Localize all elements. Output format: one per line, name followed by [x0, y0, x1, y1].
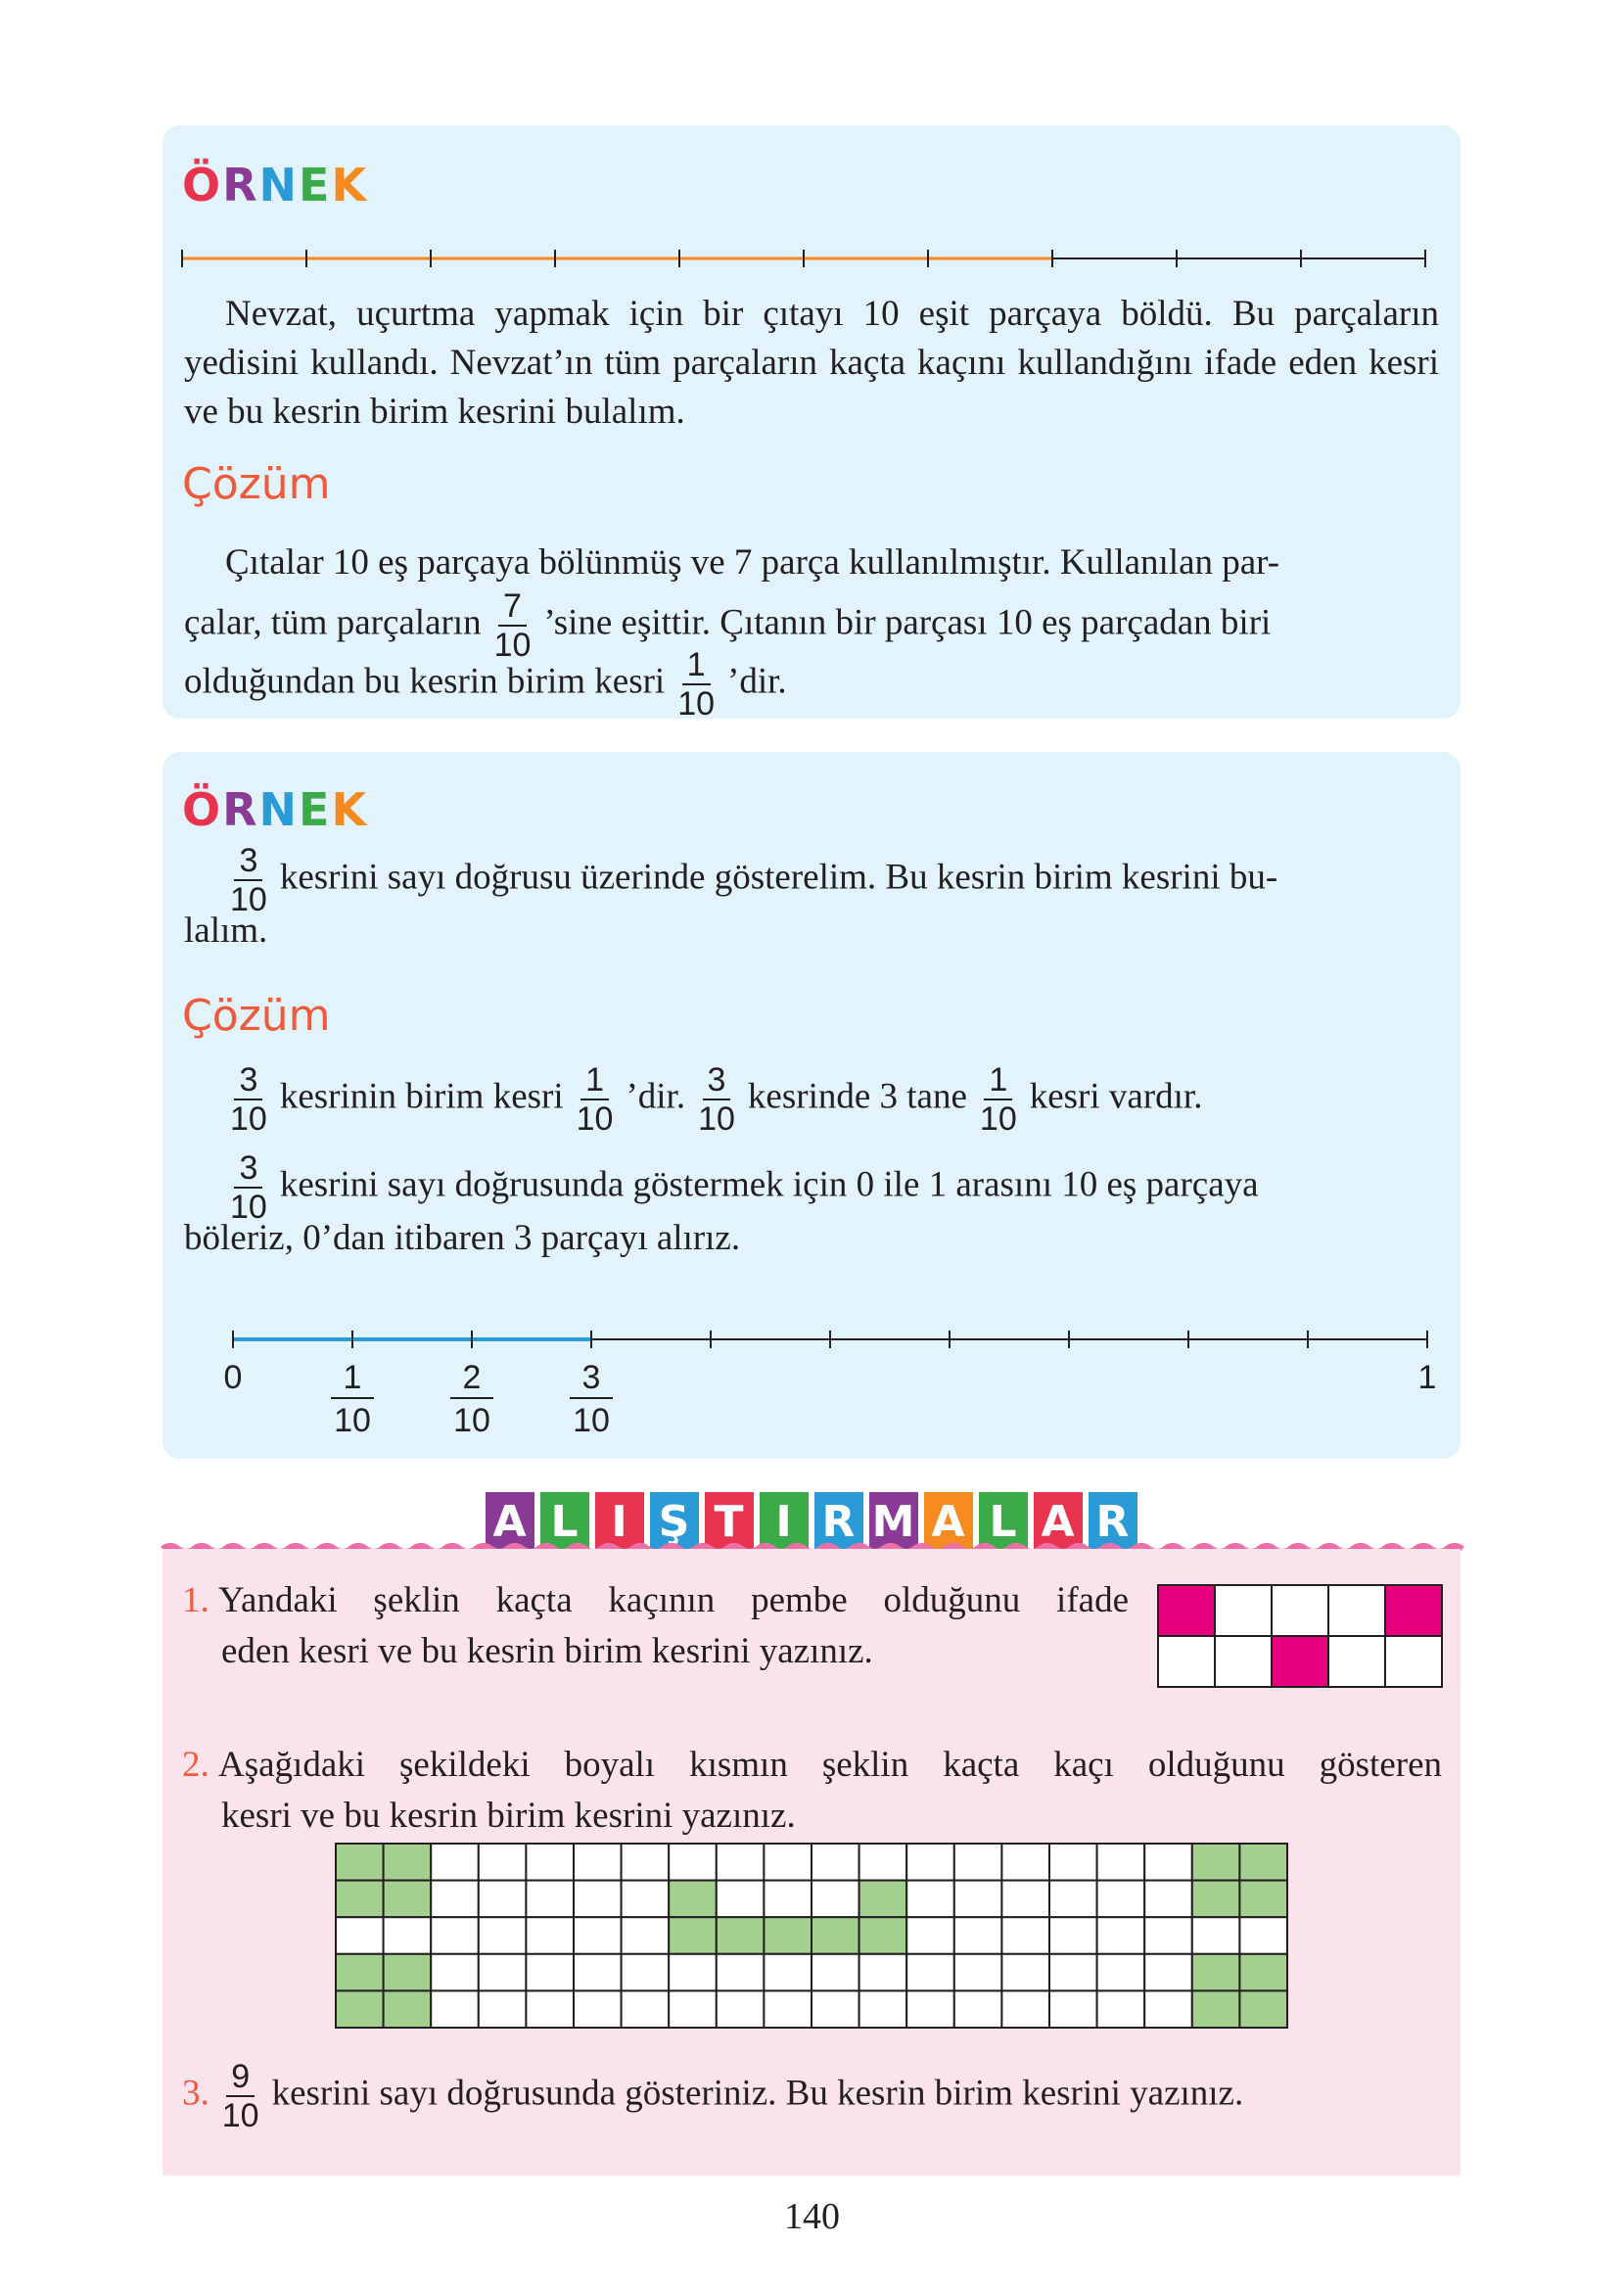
text: kesrini sayı doğrusunda gösteriniz. Bu kesrin birim kesrini yazınız. — [271, 2073, 1244, 2114]
number-line-label-numerator: 3 — [581, 1359, 601, 1396]
numerator: 1 — [984, 1061, 1012, 1100]
exercise-number: 1. — [182, 1580, 209, 1620]
grid-cell — [1385, 1585, 1442, 1636]
grid-cell — [336, 1990, 384, 2028]
title-letter-tile: I — [758, 1490, 811, 1553]
grid-cell — [764, 1844, 812, 1881]
grid-cell — [1215, 1585, 1272, 1636]
exercises-box — [162, 1549, 1461, 2175]
grid-cell — [764, 1990, 812, 2028]
grid-cell — [1328, 1585, 1385, 1636]
grid-cell — [622, 1954, 670, 1991]
numerator: 1 — [580, 1061, 609, 1100]
grid-cell — [859, 1844, 907, 1881]
grid-cell — [526, 1844, 574, 1881]
number-line-label-numerator: 2 — [462, 1359, 482, 1396]
solution-line-1: Çıtalar 10 eş parçaya bölünmüş ve 7 parça kullanılmıştır. Kullanılan par- — [225, 542, 1280, 583]
grid-cell — [717, 1844, 765, 1881]
grid-cell — [1239, 1844, 1287, 1881]
heading-letter: N — [258, 159, 300, 211]
grid-cell — [336, 1917, 384, 1954]
grid-cell — [384, 1954, 432, 1991]
grid-cell — [1144, 1881, 1192, 1918]
grid-cell — [431, 1954, 479, 1991]
denominator: 10 — [576, 1100, 614, 1138]
grid-cell — [906, 1881, 954, 1918]
grid-cell — [812, 1917, 859, 1954]
grid-cell — [906, 1917, 954, 1954]
exercise-2 — [182, 1741, 1442, 1790]
heading-letter: E — [299, 159, 332, 211]
numerator: 9 — [226, 2058, 255, 2097]
exercise-1-grid — [1157, 1584, 1445, 1690]
grid-cell — [622, 1844, 670, 1881]
fraction — [225, 1061, 272, 1138]
page-number: 140 — [784, 2196, 840, 2237]
grid-cell — [1158, 1636, 1215, 1687]
grid-cell — [954, 1844, 1002, 1881]
denominator: 10 — [230, 1100, 267, 1138]
grid-cell — [574, 1881, 622, 1918]
text: kesrini sayı doğrusunda göstermek için 0 ile 1 arasını 10 eş parçaya — [279, 1164, 1259, 1205]
exercise-2-grid — [335, 1843, 1294, 2031]
grid-cell — [384, 1881, 432, 1918]
grid-cell — [1049, 1990, 1097, 2028]
grid-cell — [479, 1954, 527, 1991]
grid-cell — [526, 1917, 574, 1954]
grid-cell — [859, 1917, 907, 1954]
grid-cell — [1144, 1844, 1192, 1881]
example-heading — [182, 159, 369, 211]
stick-diagram — [182, 243, 1445, 272]
fraction-1-10 — [673, 646, 719, 723]
heading-letter: R — [222, 159, 259, 211]
grid-cell — [1192, 1917, 1240, 1954]
grid-cell — [764, 1881, 812, 1918]
grid-cell — [954, 1917, 1002, 1954]
text: olduğundan bu kesrin birim kesri — [184, 661, 666, 702]
grid-cell — [1192, 1844, 1240, 1881]
grid-cell — [1049, 1917, 1097, 1954]
grid-cell — [574, 1844, 622, 1881]
number-line-label-denominator: 10 — [453, 1402, 490, 1439]
grid-cell — [812, 1881, 859, 1918]
title-letter-tile: A — [922, 1490, 975, 1553]
grid-cell — [1144, 1917, 1192, 1954]
text: Aşağıdaki şekildeki boyalı kısmın şeklin kaçta kaçı olduğunu gösteren — [218, 1745, 1442, 1785]
grid-cell — [479, 1917, 527, 1954]
grid-cell — [1239, 1881, 1287, 1918]
grid-cell — [336, 1881, 384, 1918]
grid-cell — [717, 1917, 765, 1954]
title-letter-tile: T — [703, 1490, 756, 1553]
denominator: 10 — [221, 2097, 259, 2134]
grid-cell — [1097, 1917, 1145, 1954]
grid-cell — [669, 1954, 717, 1991]
solution-line-3 — [184, 646, 787, 723]
solution-title: Çözüm — [182, 459, 331, 509]
heading-letter: Ö — [182, 159, 223, 211]
grid-cell — [622, 1990, 670, 2028]
example-2-problem-line-2: lalım. — [184, 911, 268, 951]
heading-letter: N — [258, 783, 300, 836]
heading-letter: E — [299, 783, 332, 836]
grid-cell — [669, 1844, 717, 1881]
example-2-problem-line-1 — [225, 842, 1277, 918]
grid-cell — [1049, 1954, 1097, 1991]
grid-cell — [954, 1954, 1002, 1991]
grid-cell — [1001, 1990, 1049, 2028]
grid-cell — [812, 1954, 859, 1991]
grid-cell — [1001, 1954, 1049, 1991]
grid-cell — [1239, 1917, 1287, 1954]
grid-cell — [1097, 1954, 1145, 1991]
number-line-label-numerator: 1 — [343, 1359, 362, 1396]
number-line-label-0: 0 — [223, 1359, 243, 1396]
grid-cell — [1328, 1636, 1385, 1687]
title-letter-tile: A — [484, 1490, 536, 1553]
solution-title: Çözüm — [182, 991, 331, 1041]
grid-cell — [1272, 1636, 1328, 1687]
grid-cell — [954, 1881, 1002, 1918]
denominator: 10 — [493, 627, 532, 664]
denominator: 10 — [677, 685, 716, 723]
grid-cell — [1097, 1990, 1145, 2028]
grid-cell — [574, 1917, 622, 1954]
grid-cell — [1144, 1954, 1192, 1991]
grid-cell — [906, 1844, 954, 1881]
grid-cell — [1097, 1881, 1145, 1918]
grid-cell — [431, 1844, 479, 1881]
grid-cell — [479, 1881, 527, 1918]
grid-cell — [526, 1954, 574, 1991]
grid-cell — [1001, 1917, 1049, 1954]
grid-cell — [906, 1990, 954, 2028]
text: ’sine eşittir. Çıtanın bir parçası 10 eş parçadan biri — [543, 602, 1272, 643]
example-box-1 — [162, 125, 1461, 723]
grid-cell — [1049, 1844, 1097, 1881]
title-letter-tile: Ş — [648, 1490, 701, 1553]
solution-line-3: böleriz, 0’dan itibaren 3 parçayı alırız. — [184, 1218, 741, 1258]
heading-letter: K — [331, 783, 369, 836]
grid-cell — [622, 1881, 670, 1918]
numerator: 1 — [682, 646, 711, 685]
exercise-1 — [182, 1576, 1129, 1625]
example-box-2 — [162, 752, 1461, 1459]
text: kesrini sayı doğrusu üzerinde gösterelim. Bu kesrin birim kesrini bu- — [279, 857, 1278, 898]
fraction — [975, 1061, 1022, 1138]
title-letter-tile: R — [812, 1490, 865, 1553]
title-letter-tile: L — [977, 1490, 1030, 1553]
grid-cell — [1385, 1636, 1442, 1687]
grid-cell — [384, 1990, 432, 2028]
number-line — [223, 1324, 1447, 1441]
heading-letter: Ö — [182, 783, 223, 836]
grid-cell — [431, 1990, 479, 2028]
grid-cell — [906, 1954, 954, 1991]
grid-cell — [574, 1990, 622, 2028]
denominator: 10 — [230, 881, 267, 918]
text: Yandaki şeklin kaçta kaçının pembe olduğunu ifade — [218, 1580, 1129, 1620]
solution-line-1 — [225, 1061, 1202, 1138]
numerator: 3 — [703, 1061, 731, 1100]
fraction — [693, 1061, 740, 1138]
title-letter-tile: L — [538, 1490, 591, 1553]
numerator: 3 — [234, 1149, 262, 1189]
grid-cell — [384, 1844, 432, 1881]
grid-cell — [859, 1954, 907, 1991]
grid-cell — [1144, 1990, 1192, 2028]
denominator: 10 — [698, 1100, 735, 1138]
grid-cell — [954, 1990, 1002, 2028]
grid-cell — [479, 1990, 527, 2028]
exercise-1-line-2: eden kesri ve bu kesrin birim kesrini yazınız. — [221, 1631, 873, 1671]
example-heading — [182, 783, 369, 836]
number-line-label-denominator: 10 — [573, 1402, 610, 1439]
grid-cell — [479, 1844, 527, 1881]
grid-cell — [336, 1844, 384, 1881]
grid-cell — [384, 1917, 432, 1954]
exercise-number: 3. — [182, 2073, 209, 2114]
fraction-9-10 — [217, 2058, 264, 2134]
grid-cell — [526, 1881, 574, 1918]
text: ’dir. — [626, 1076, 686, 1117]
grid-cell — [1192, 1990, 1240, 2028]
grid-cell — [859, 1990, 907, 2028]
grid-cell — [1049, 1881, 1097, 1918]
grid-cell — [764, 1954, 812, 1991]
text: kesri vardır. — [1029, 1076, 1203, 1117]
numerator: 3 — [234, 842, 262, 881]
grid-cell — [1158, 1585, 1215, 1636]
grid-cell — [336, 1954, 384, 1991]
grid-cell — [717, 1954, 765, 1991]
grid-cell — [669, 1990, 717, 2028]
grid-cell — [1239, 1954, 1287, 1991]
denominator: 10 — [230, 1189, 267, 1226]
grid-cell — [812, 1844, 859, 1881]
grid-cell — [431, 1881, 479, 1918]
grid-cell — [1192, 1881, 1240, 1918]
text: kesrinde 3 tane — [747, 1076, 967, 1117]
grid-cell — [1097, 1844, 1145, 1881]
text: kesrinin birim kesri — [279, 1076, 564, 1117]
grid-cell — [812, 1990, 859, 2028]
grid-cell — [669, 1881, 717, 1918]
text: ’dir. — [727, 661, 787, 702]
fraction — [572, 1061, 619, 1138]
grid-cell — [1192, 1954, 1240, 1991]
number-line-label-1: 1 — [1417, 1359, 1437, 1396]
number-line-label-denominator: 10 — [334, 1402, 371, 1439]
text: çalar, tüm parçaların — [184, 602, 482, 643]
grid-cell — [526, 1990, 574, 2028]
example-1-problem-text: Nevzat, uçurtma yapmak için bir çıtayı 10 eşit parçaya böldü. Bu parçaların yedisini kullandı. Nevzat’ın tüm parçaların kaçta kaçını kullandığını ifade eden kesri ve bu kesrin birim kesrini bulalım. — [184, 294, 1439, 432]
grid-cell — [717, 1990, 765, 2028]
title-letter-tile: R — [1087, 1490, 1139, 1553]
title-letter-tile: M — [867, 1490, 920, 1553]
grid-cell — [1239, 1990, 1287, 2028]
grid-cell — [859, 1881, 907, 1918]
grid-cell — [574, 1954, 622, 1991]
numerator: 3 — [234, 1061, 262, 1100]
grid-cell — [669, 1917, 717, 1954]
grid-cell — [1272, 1585, 1328, 1636]
numerator: 7 — [498, 587, 527, 627]
grid-cell — [1215, 1636, 1272, 1687]
heading-letter: K — [331, 159, 369, 211]
grid-cell — [764, 1917, 812, 1954]
heading-letter: R — [222, 783, 259, 836]
grid-cell — [1001, 1844, 1049, 1881]
title-letter-tile: I — [593, 1490, 646, 1553]
title-letter-tile: A — [1032, 1490, 1085, 1553]
exercise-2-line-2: kesri ve bu kesrin birim kesrini yazınız. — [221, 1796, 796, 1836]
exercise-3 — [182, 2058, 1243, 2134]
grid-cell — [717, 1881, 765, 1918]
denominator: 10 — [979, 1100, 1017, 1138]
exercise-number: 2. — [182, 1745, 209, 1785]
grid-cell — [622, 1917, 670, 1954]
grid-cell — [431, 1917, 479, 1954]
grid-cell — [1001, 1881, 1049, 1918]
